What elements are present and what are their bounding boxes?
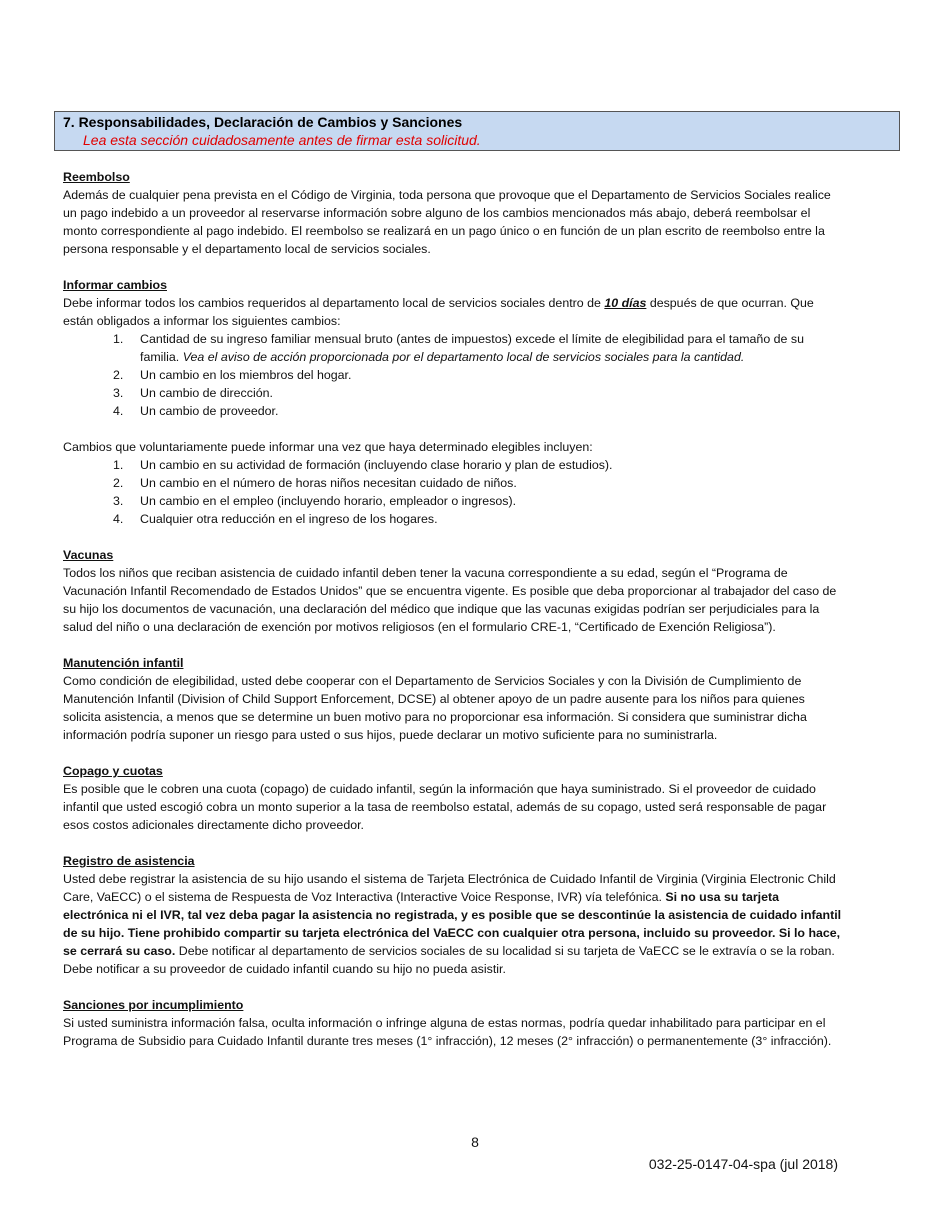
registro-text: Usted debe registrar la asistencia de su hijo usando el sistema de Tarjeta Electrónica de Cuidado Infantil de Virginia (Virginia Electronic Child Care, VaECC) o el sistema de Respuesta de Voz Interactiva (Interactive Voice Response, IVR) vía telefónica. Si no usa su tarjeta electrónica ni el IVR, tal vez deba pagar la asistencia no registrada, y es posible que se descontinúe la asistencia de cuidado infantil de su hijo. Tiene prohibido compartir su tarjeta electrónica del VaECC con cualquier otra persona, incluido su proveedor. Si lo hace, se cerrará su caso. Debe notificar al departamento de servicios sociales de su localidad si su tarjeta de VaECC se le extravía o se la roban. Debe notificar a su proveedor de cuidado infantil cuando su hijo no pueda asistir. — [63, 872, 842, 976]
copago-heading: Copago y cuotas — [63, 764, 163, 778]
registro-section — [63, 852, 843, 978]
informar-section — [63, 276, 843, 528]
section-header-box — [54, 111, 900, 151]
informar-intro: Debe informar todos los cambios requeridos al departamento local de servicios sociales dentro de 10 días después de que ocurran. Que están obligados a informar los siguientes cambios: — [63, 296, 814, 328]
vacunas-heading: Vacunas — [63, 548, 114, 562]
list-item: 1. Un cambio en su actividad de formación (incluyendo clase horario y plan de estudios). — [113, 458, 613, 472]
sanciones-section — [63, 996, 843, 1050]
manutencion-section — [63, 654, 843, 744]
list-item: 3. Un cambio en el empleo (incluyendo horario, empleador o ingresos). — [113, 494, 517, 508]
reembolso-section — [63, 168, 843, 258]
list-item: 4. Un cambio de proveedor. — [113, 404, 279, 418]
registro-heading: Registro de asistencia — [63, 854, 195, 868]
reembolso-heading: Reembolso — [63, 170, 130, 184]
informar-heading: Informar cambios — [63, 278, 167, 292]
copago-section — [63, 762, 843, 834]
copago-text: Es posible que le cobren una cuota (copago) de cuidado infantil, según la información que haya suministrado. Si el proveedor de cuidado infantil que usted escogió cobra un monto superior a la tasa de reembolso estatal, además de su copago, usted será responsable de pagar esos costos adicionales directamente dicho proveedor. — [63, 782, 827, 832]
reembolso-text: Además de cualquier pena prevista en el Código de Virginia, toda persona que provoque que el Departamento de Servicios Sociales realice un pago indebido a un proveedor al reservarse información sobre alguno de los cambios mencionados más abajo, deberá reembolsar el monto correspondiente al pago indebido. El reembolso se realizará en un pago único o en función de un plan escrito de reembolso entre la persona responsable y el departamento local de servicios sociales. — [63, 188, 831, 256]
document-content — [63, 168, 843, 1068]
section-subtitle: Lea esta sección cuidadosamente antes de firmar esta solicitud. — [83, 132, 481, 148]
manutencion-heading: Manutención infantil — [63, 656, 184, 670]
manutencion-text: Como condición de elegibilidad, usted debe cooperar con el Departamento de Servicios Sociales y con la División de Cumplimiento de Manutención Infantil (Division of Child Support Enforcement, DCSE) al obtener apoyo de un padre ausente para los niños para quienes solicita asistencia, a menos que se determine un buen motivo para no proporcionar esa información. Si considera que suministrar dicha información podría suponer un riesgo para usted o sus hijos, puede declarar un motivo suficiente para no suministrarla. — [63, 674, 807, 742]
section-title: 7. Responsabilidades, Declaración de Cambios y Sanciones — [63, 114, 463, 130]
form-id: 032-25-0147-04-spa (jul 2018) — [648, 1156, 838, 1172]
list-item: 2. Un cambio en el número de horas niños necesitan cuidado de niños. — [113, 476, 517, 490]
list-item: 2. Un cambio en los miembros del hogar. — [113, 368, 352, 382]
deadline-emphasis: 10 días — [604, 296, 647, 310]
vacunas-text: Todos los niños que reciban asistencia de cuidado infantil deben tener la vacuna correspondiente a su edad, según el “Programa de Vacunación Infantil Recomendado de Estados Unidos” que se encuentra vigente. Es posible que deba proporcionar al trabajador del caso de su hijo los documentos de vacunación, una declaración del médico que indique que las vacunas exigidas podrían ser perjudiciales para la salud del niño o una declaración de exención por motivos religiosos (en el formulario CRE-1, “Certificado de Exención Religiosa”). — [63, 566, 837, 634]
list-item: 3. Un cambio de dirección. — [113, 386, 273, 400]
vacunas-section — [63, 546, 843, 636]
sanciones-heading: Sanciones por incumplimiento — [63, 998, 244, 1012]
page-number: 8 — [471, 1134, 479, 1150]
list-item: 1. Cantidad de su ingreso familiar mensual bruto (antes de impuestos) excede el límite de elegibilidad para el tamaño de su familia. Vea el aviso de acción proporcionada por el departamento local de servicios sociales para la cantidad. — [113, 332, 804, 364]
voluntary-intro: Cambios que voluntariamente puede informar una vez que haya determinado elegibles incluyen: — [63, 440, 593, 454]
required-changes-list — [63, 330, 843, 420]
registro-warning: Si no usa su tarjeta electrónica ni el IVR, tal vez deba pagar la asistencia no registrada, y es posible que se descontinúe la asistencia de cuidado infantil de su hijo. Tiene prohibido compartir su tarjeta electrónica del VaECC con cualquier otra persona, incluido su proveedor. Si lo hace, se cerrará su caso. — [63, 890, 842, 958]
sanciones-text: Si usted suministra información falsa, oculta información o infringe alguna de estas normas, podría quedar inhabilitado para participar en el Programa de Subsidio para Cuidado Infantil durante tres meses (1° infracción), 12 meses (2° infracción) o permanentemente (3° infracción). — [63, 1016, 832, 1048]
list-item: 4. Cualquier otra reducción en el ingreso de los hogares. — [113, 512, 438, 526]
voluntary-changes-list — [63, 456, 843, 528]
